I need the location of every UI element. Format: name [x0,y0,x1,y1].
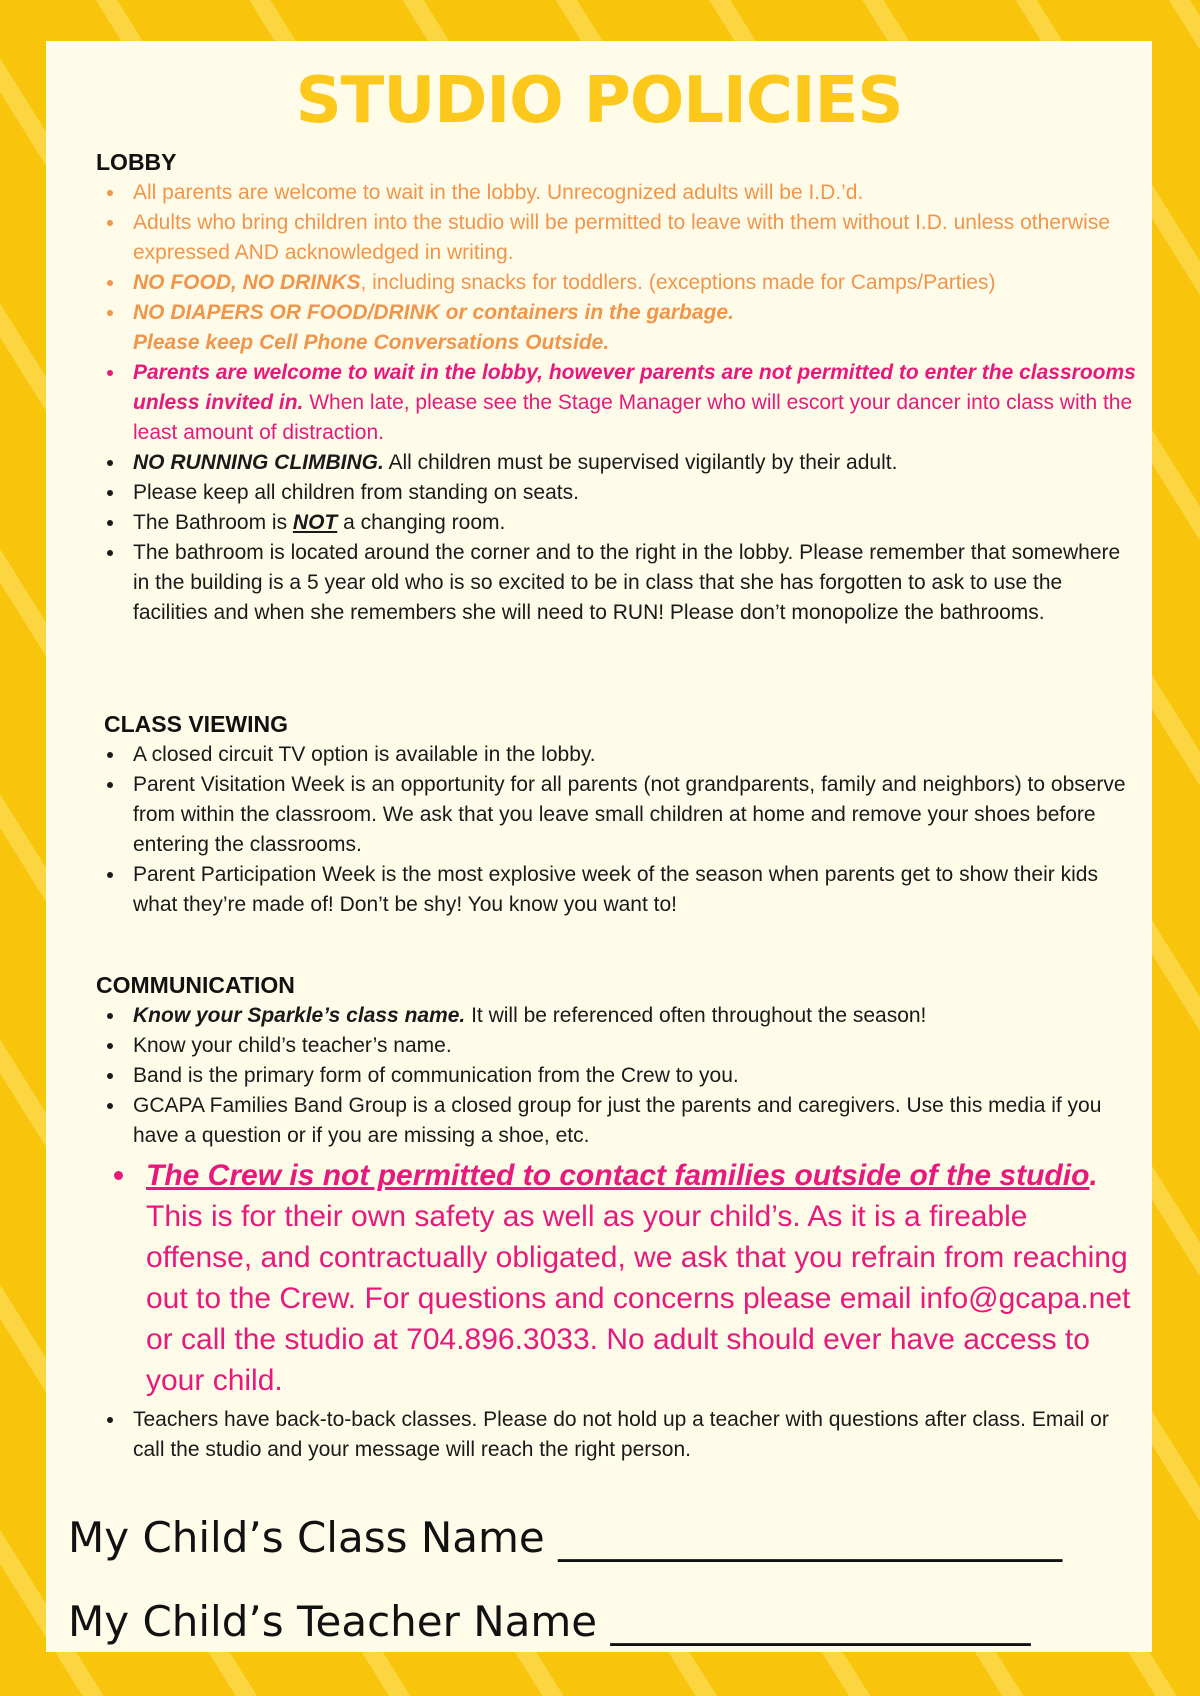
item-text: GCAPA Families Band Group is a closed group for just the parents and caregivers. Use this media if you have a question or if you are missing a shoe, etc. [133,1094,1102,1147]
page-title: STUDIO POLICIES [295,64,903,138]
item-text: A closed circuit TV option is available in the lobby. [133,743,596,766]
item-bold: . [1089,1159,1098,1192]
item-text: Teachers have back-to-back classes. Please do not hold up a teacher with questions after class. Email or call the studio and your message will reach the right person. [133,1408,1109,1461]
communication-heading: COMMUNICATION [96,972,295,998]
item-bold: Parents are welcome to wait in the lobby, however parents are not permitted to enter the classrooms unless invited in. [133,361,1136,414]
item-text: All parents are welcome to wait in the lobby. Unrecognized adults will be I.D.’d. [133,181,864,204]
item-text: The bathroom is located around the corner and to the right in the lobby. Please remember that somewhere in the building is a 5 year old who is so excited to be in class that she has forgotten to ask to use the facilities and when she remembers she will need to RUN! Please don’t monopolize the bathrooms. [133,541,1121,624]
list-item [96,1001,1136,1031]
item-bold: NO FOOD, NO DRINKS [133,271,361,294]
list-item [96,358,1136,448]
item-text: Parent Visitation Week is an opportunity for all parents (not grandparents, family and neighbors) to observe from within the classroom. We ask that you leave small children at home and remove your shoes before entering the classrooms. [133,773,1126,856]
item-bold: NOT [292,511,338,534]
lobby-list [96,178,1136,628]
list-item [96,178,1136,208]
list-item [96,740,1136,770]
list-item [96,860,1136,920]
lobby-section [96,148,1136,628]
class-viewing-list [96,740,1136,920]
list-item [96,298,1136,358]
item-text: Adults who bring children into the studio will be permitted to leave with them without I.D. unless otherwise expressed AND acknowledged in writing. [133,211,1110,264]
list-item [96,448,1136,478]
item-text: This is for their own safety as well as your child’s. As it is a fireable offense, and contractually obligated, we ask that you refrain from reaching out to the Crew. For questions and concerns please email info@gcapa.net or call the studio at 704.896.3033. No adult should ever have access to your child. [146,1200,1131,1397]
list-item [96,478,1136,508]
item-text: , including snacks for toddlers. (exceptions made for Camps/Parties) [360,271,996,294]
policy-sheet [46,41,1152,1652]
item-bold: Know your Sparkle’s class name. [133,1004,466,1027]
item-bold: Please keep Cell Phone Conversations Outside. [133,331,610,354]
class-name-line[interactable]: My Child’s Class Name ________________________ [68,1513,1063,1562]
item-text: When late, please see the Stage Manager who will escort your dancer into class with the least amount of distraction. [133,391,1133,444]
list-item [96,1031,1136,1061]
list-item [96,770,1136,860]
list-item [96,208,1136,268]
item-text: Please keep all children from standing on seats. [133,481,579,504]
communication-section [96,971,1136,1465]
teacher-name-line[interactable]: My Child’s Teacher Name ____________________ [68,1597,1031,1646]
list-item [96,1061,1136,1091]
lobby-heading: LOBBY [96,149,177,175]
list-item [96,538,1136,628]
list-item [96,268,1136,298]
class-viewing-section [96,710,1136,920]
item-bold: NO RUNNING CLIMBING. [133,451,384,474]
item-bold: NO DIAPERS OR FOOD/DRINK or containers in the garbage. [133,301,734,324]
item-text: Parent Participation Week is the most explosive week of the season when parents get to show their kids what they’re made of! Don’t be shy! You know you want to! [133,863,1098,916]
list-item [96,1091,1136,1151]
item-text: All children must be supervised vigilantly by their adult. [383,451,898,474]
item-bold: The Crew is not permitted to contact families outside of the studio [146,1159,1090,1192]
list-item [96,1405,1136,1465]
item-text: Know your child’s teacher’s name. [133,1034,452,1057]
communication-list [96,1001,1136,1465]
item-text: Band is the primary form of communication from the Crew to you. [133,1064,739,1087]
class-viewing-heading: CLASS VIEWING [104,711,289,737]
item-text: The Bathroom is [133,511,293,534]
item-text: a changing room. [337,511,506,534]
list-item [96,508,1136,538]
item-text: It will be referenced often throughout the season! [465,1004,927,1027]
list-item-crew-warning [96,1155,1136,1401]
